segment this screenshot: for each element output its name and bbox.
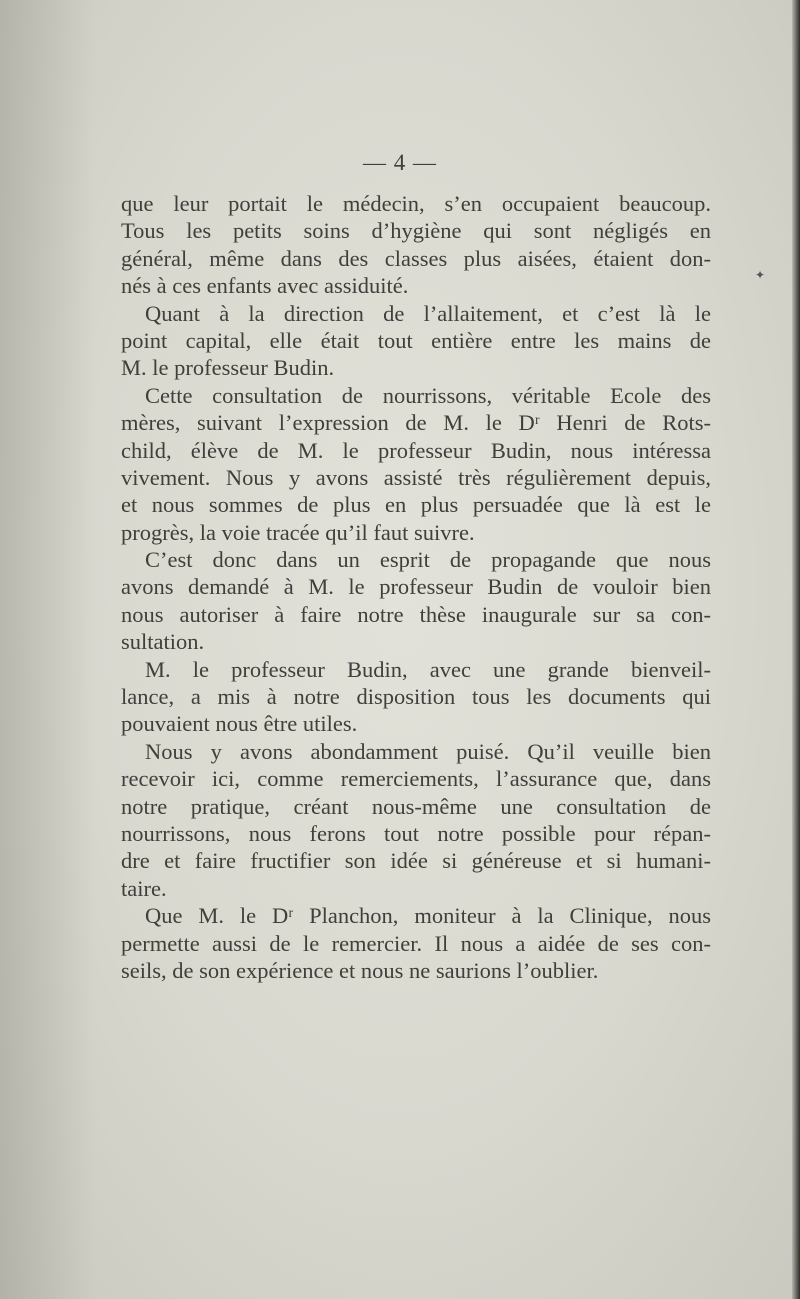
text-line: vivement. Nous y avons assisté très régulièrement depuis,: [121, 464, 711, 490]
text-line: et nous sommes de plus en plus persuadée que là est le: [121, 492, 711, 518]
text-line: M. le professeur Budin, avec une grande bienveil-: [145, 656, 711, 682]
text-line: sultation.: [121, 629, 205, 655]
text-line: dre et faire fructifier son idée si généreuse et si humani-: [121, 848, 711, 874]
page-edge: [792, 0, 800, 1299]
text-line: nourrissons, nous ferons tout notre possible pour répan-: [121, 820, 711, 846]
text-line: général, même dans des classes plus aisées, étaient don-: [121, 245, 711, 271]
text-line: C’est donc dans un esprit de propagande que nous: [145, 547, 711, 573]
binding-shadow: [0, 0, 95, 1299]
text-line: Cette consultation de nourrissons, véritable Ecole des: [145, 382, 711, 408]
text-line: Que M. le Dʳ Planchon, moniteur à la Clinique, nous: [145, 903, 711, 929]
text-line: notre pratique, créant nous-même une consultation de: [121, 793, 711, 819]
text-line: que leur portait le médecin, s’en occupaient beaucoup.: [121, 191, 711, 216]
ink-speck-mark: ✦: [755, 268, 766, 282]
text-line: nés à ces enfants avec assiduité.: [121, 273, 409, 299]
text-line: child, élève de M. le professeur Budin, nous intéressa: [121, 437, 711, 463]
text-line: Tous les petits soins d’hygiène qui sont négligés en: [121, 218, 711, 244]
text-line: taire.: [121, 875, 167, 901]
text-line: mères, suivant l’expression de M. le Dʳ Henri de Rots-: [121, 410, 711, 436]
page-number: — 4 —: [363, 150, 437, 175]
text-line: seils, de son expérience et nous ne saurions l’oublier.: [121, 957, 599, 983]
text-line: lance, a mis à notre disposition tous les documents qui: [121, 684, 711, 710]
text-line: avons demandé à M. le professeur Budin de vouloir bien: [121, 574, 711, 600]
text-line: Quant à la direction de l’allaitement, et c’est là le: [145, 300, 711, 326]
text-line: permette aussi de le remercier. Il nous a aidée de ses con-: [121, 930, 711, 956]
text-line: pouvaient nous être utiles.: [121, 711, 358, 737]
text-line: progrès, la voie tracée qu’il faut suivre.: [121, 519, 475, 545]
text-line: Nous y avons abondamment puisé. Qu’il veuille bien: [145, 738, 711, 764]
text-line: nous autoriser à faire notre thèse inaugurale sur sa con-: [121, 601, 711, 627]
body-text: [121, 190, 711, 984]
text-line: point capital, elle était tout entière entre les mains de: [121, 327, 711, 353]
text-line: M. le professeur Budin.: [121, 355, 335, 381]
text-line: recevoir ici, comme remerciements, l’assurance que, dans: [121, 766, 711, 792]
